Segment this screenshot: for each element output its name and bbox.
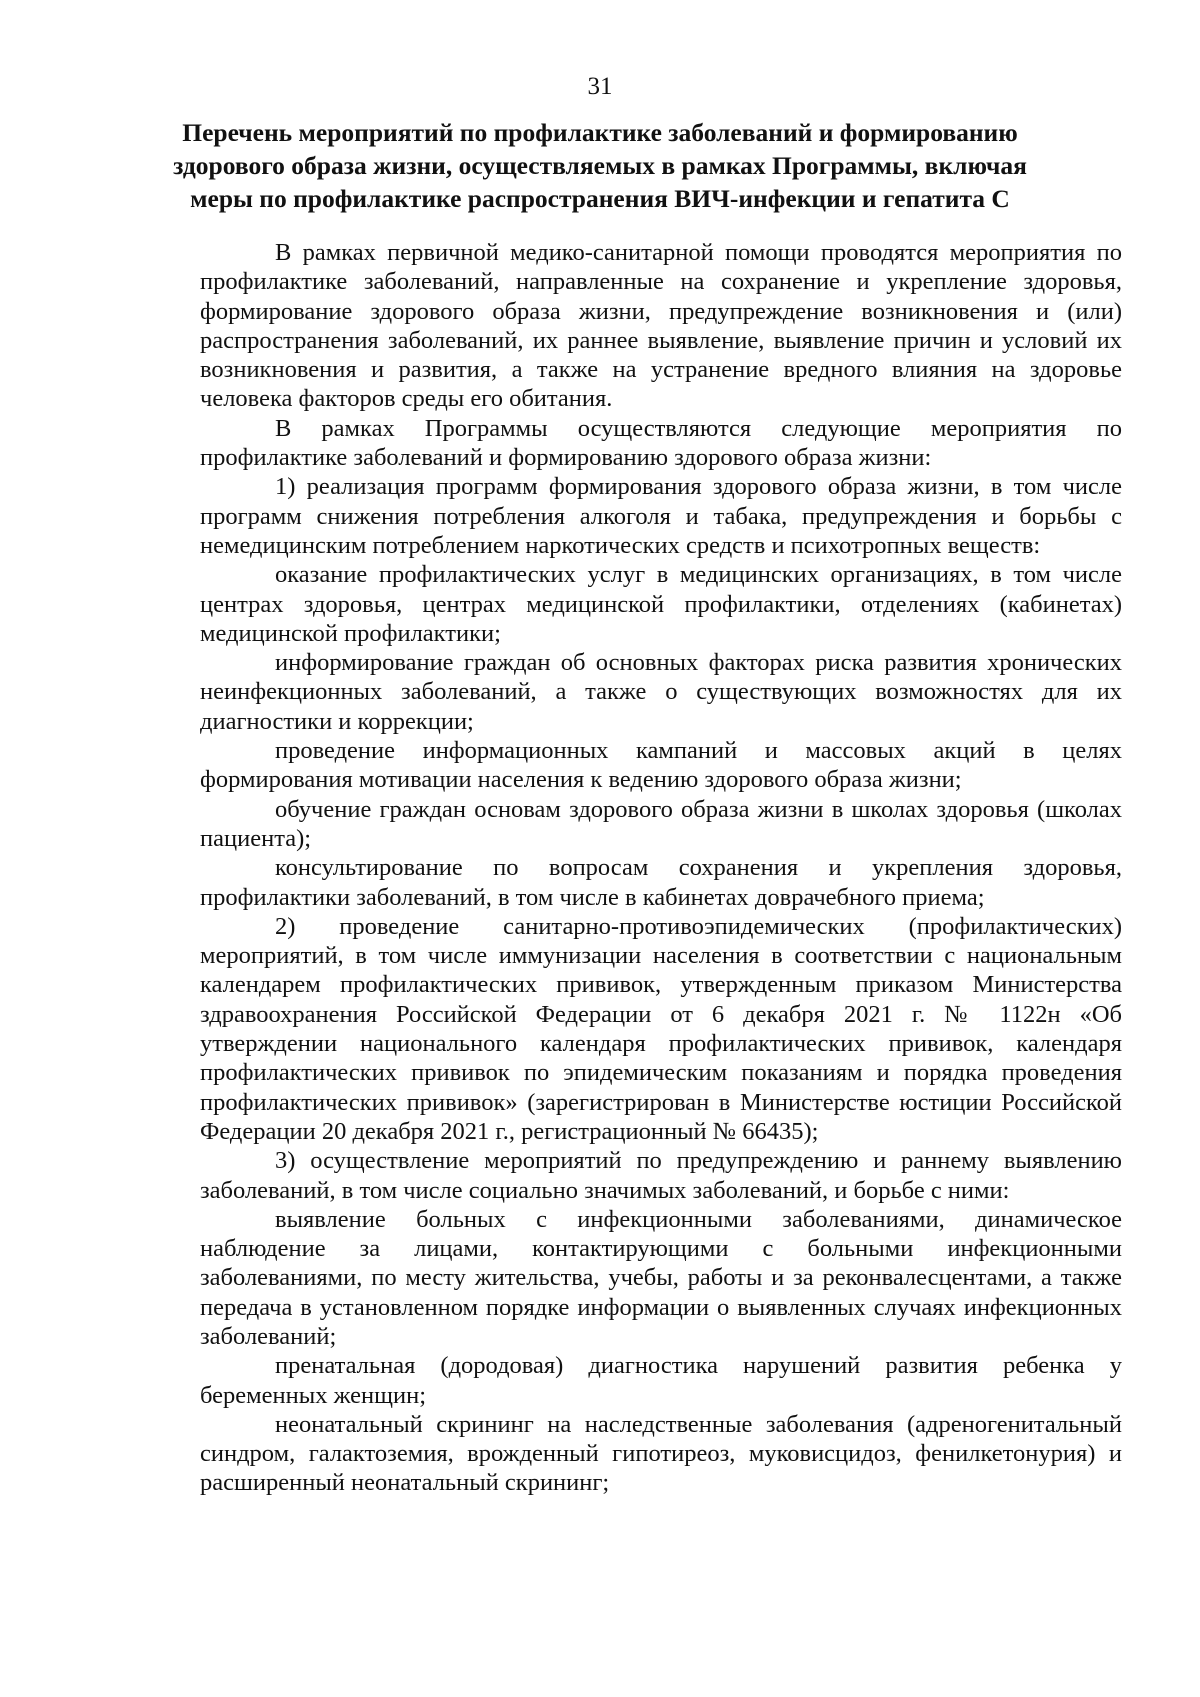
title-line: здорового образа жизни, осуществляемых в рамках Программы, включая (173, 151, 1027, 180)
paragraph: информирование граждан об основных факторах риска развития хронических неинфекционных заболеваний, а также о существующих возможностях для их диагностики и коррекции; (200, 649, 1122, 735)
paragraph: консультирование по вопросам сохранения и укрепления здоровья, профилактики заболеваний, в том числе в кабинетах доврачебного приема; (200, 854, 1122, 911)
paragraph: В рамках первичной медико-санитарной помощи проводятся мероприятия по профилактике заболеваний, направленные на сохранение и укрепление здоровья, формирование здорового образа жизни, предупреждение возникновения и (или) распространения заболеваний, их раннее выявление, выявление причин и условий их возникновения и развития, а также на устранение вредного влияния на здоровье человека факторов среды его обитания. (200, 239, 1122, 413)
document-title (150, 116, 1050, 215)
title-line: меры по профилактике распространения ВИЧ-инфекции и гепатита С (190, 184, 1010, 213)
paragraph: 1) реализация программ формирования здорового образа жизни, в том числе программ снижения потребления алкоголя и табака, предупреждения и борьбы с немедицинским потреблением наркотических средств и психотропных веществ: (200, 473, 1122, 559)
paragraph: проведение информационных кампаний и массовых акций в целях формирования мотивации населения к ведению здорового образа жизни; (200, 737, 1122, 794)
paragraph: неонатальный скрининг на наследственные заболевания (адреногенитальный синдром, галактоземия, врожденный гипотиреоз, муковисцидоз, фенилкетонурия) и расширенный неонатальный скрининг; (200, 1410, 1122, 1497)
paragraph: выявление больных с инфекционными заболеваниями, динамическое наблюдение за лицами, контактирующими с больными инфекционными заболеваниями, по месту жительства, учебы, работы и за реконвалесцентами, а также передача в установленном порядке информации о выявленных случаях инфекционных заболеваний; (200, 1205, 1122, 1350)
paragraph: В рамках Программы осуществляются следующие мероприятия по профилактике заболеваний и формированию здорового образа жизни: (200, 414, 1122, 472)
paragraph: 3) осуществление мероприятий по предупреждению и раннему выявлению заболеваний, в том числе социально значимых заболеваний, и борьбе с ними: (200, 1147, 1122, 1204)
title-line: Перечень мероприятий по профилактике заболеваний и формированию (182, 118, 1018, 147)
paragraph: обучение граждан основам здорового образа жизни в школах здоровья (школах пациента); (200, 795, 1122, 852)
page-number: 31 (587, 73, 613, 100)
document-body (200, 238, 1122, 1498)
paragraph: оказание профилактических услуг в медицинских организациях, в том числе центрах здоровья, центрах медицинской профилактики, отделениях (кабинетах) медицинской профилактики; (200, 561, 1122, 647)
paragraph: 2) проведение санитарно-противоэпидемических (профилактических) мероприятий, в том числе иммунизации населения в соответствии с национальным календарем профилактических прививок, утвержденным приказом Министерства здравоохранения Российской Федерации от 6 декабря 2021 г. № 1122н «Об утверждении национального календаря профилактических прививок, календаря профилактических прививок по эпидемическим показаниям и порядка проведения профилактических прививок» (зарегистрирован в Министерстве юстиции Российской Федерации 20 декабря 2021 г., регистрационный № 66435); (200, 912, 1122, 1145)
paragraph: пренатальная (дородовая) диагностика нарушений развития ребенка у беременных женщин; (200, 1352, 1122, 1409)
